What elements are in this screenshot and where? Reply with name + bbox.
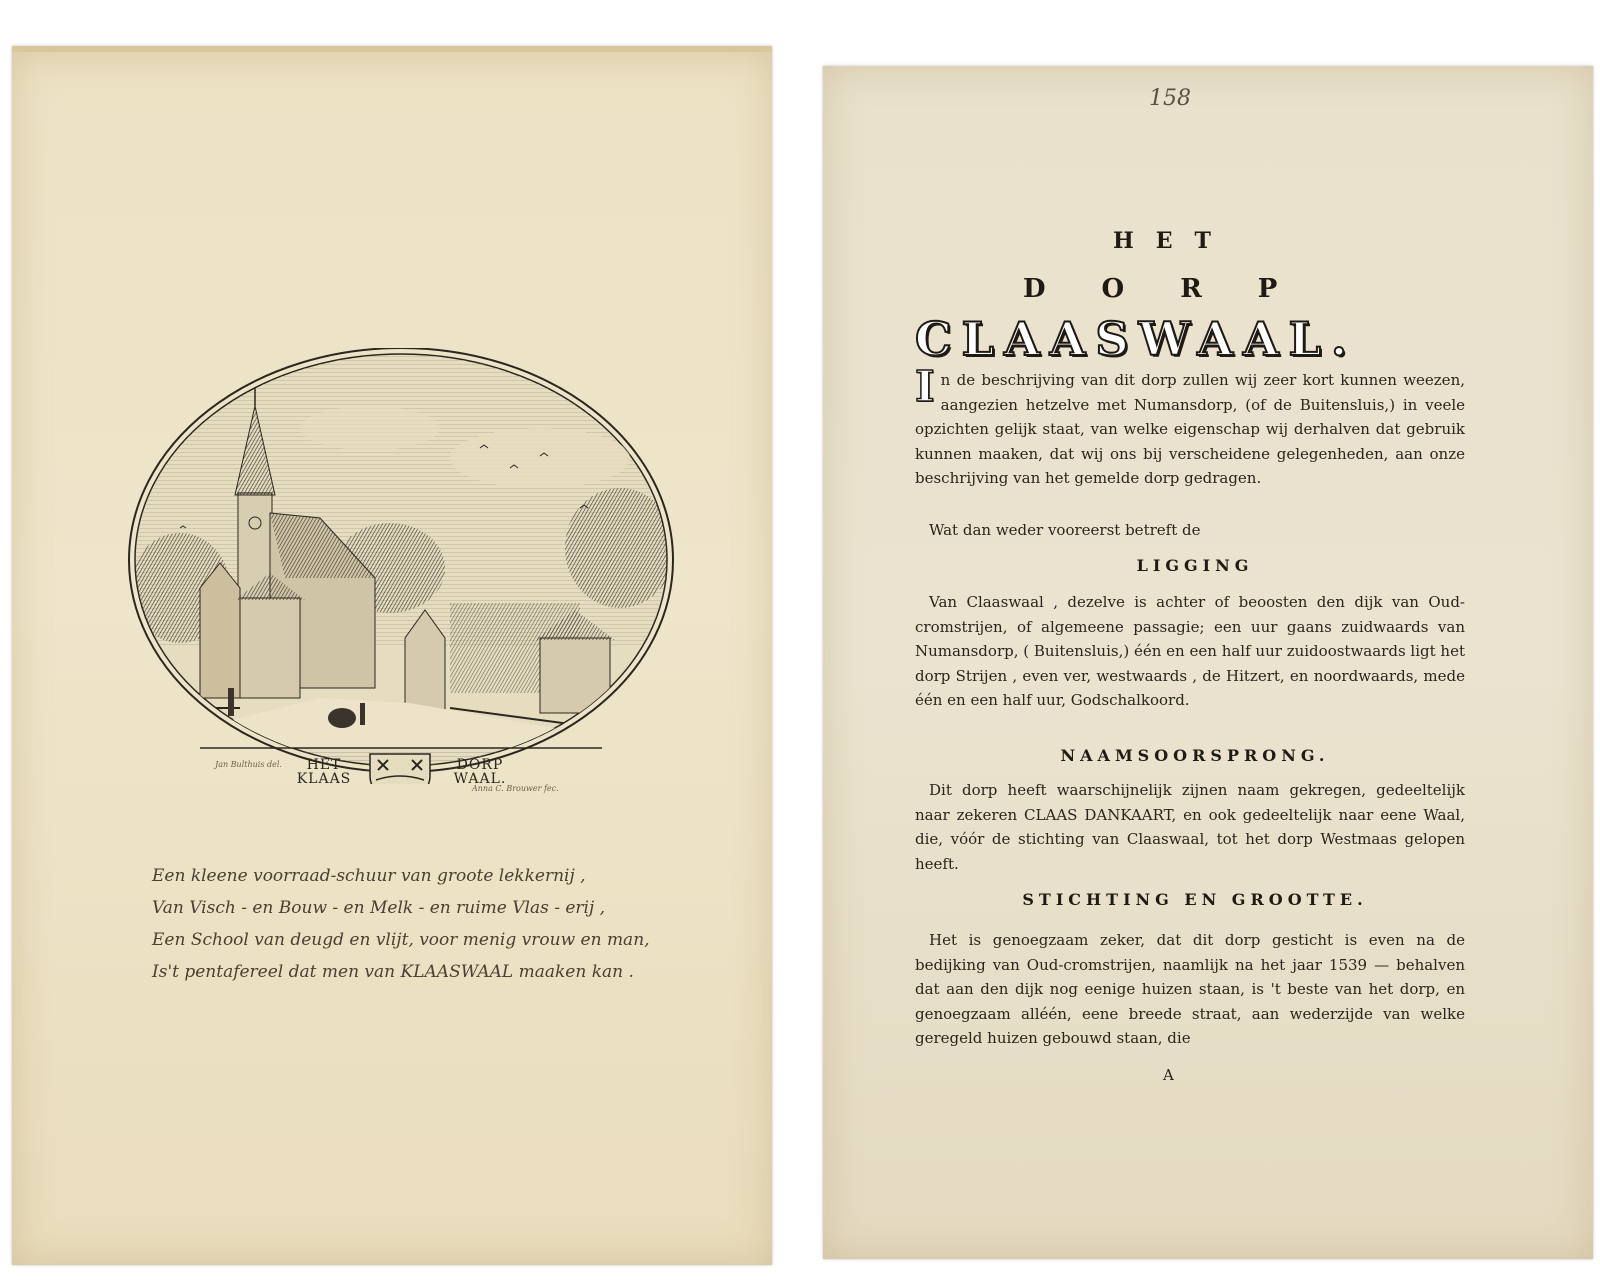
- engraver-credit-left: Jan Bulthuis del.: [215, 760, 282, 769]
- paragraph-ligging: Van Claaswaal , dezelve is achter of beoosten den dijk van Oud-cromstrijen, of algemeene passagie; een uur gaans zuidwaards van Numansdorp, ( Buitensluis,) één en een half uur zuidoostwaards ligt het dorp Strijen , even ver, westwaards , de Hitzert, en noordwaards, mede één en een half uur, Godschalkoord.: [915, 593, 1465, 709]
- title-line-2: DORP: [1023, 274, 1334, 304]
- plate-label-left: HET KLAAS: [296, 757, 352, 787]
- right-page: [823, 66, 1593, 1259]
- poem: [152, 860, 712, 988]
- intro-paragraph: [915, 362, 1465, 491]
- paragraph-stichting: Het is genoegzaam zeker, dat dit dorp gesticht is even na de bedijking van Oud-cromstrijen, naamlijk na het jaar 1539 — behalven dat aan den dijk nog eenige huizen staan, is 't beste van het dorp, en genoegzaam alléén, eene breede straat, aan wederzijde van welke geregeld huizen gebouwd staan, die: [915, 931, 1465, 1047]
- engraver-credit-right: Anna C. Brouwer fec.: [472, 784, 559, 793]
- left-page: [12, 46, 772, 1265]
- poem-line-2: Van Visch - en Bouw - en Melk - en ruime Vlas - erij ,: [152, 898, 606, 918]
- intro-text: n de beschrijving van dit dorp zullen wij zeer kort kunnen weezen, aangezien hetzelve met Numansdorp, (of de Buitensluis,) in veele opzichten gelijk staat, van welke eigenschap wij derhalven dat gebruik kunnen maaken, dat wij ons bij verscheidene gelegenheden, aan onze beschrijving van het gemelde dorp gedragen.: [915, 371, 1465, 487]
- poem-line-1: Een kleene voorraad-schuur van groote lekkernij ,: [152, 866, 586, 886]
- poem-line-4: Is't pentafereel dat men van KLAASWAAL maaken kan .: [152, 962, 634, 982]
- poem-line-3: Een School van deugd en vlijt, voor menig vrouw en man,: [152, 930, 650, 950]
- heading-ligging: LIGGING: [1136, 556, 1254, 575]
- plate-label-right: DORP WAAL.: [453, 757, 507, 787]
- paragraph-naamsoorsprong: Dit dorp heeft waarschijnelijk zijnen naam gekregen, gedeeltelijk naar zekeren CLAAS DANKAART, en ook gedeeltelijk naar eene Waal, die, vóór de stichting van Claaswaal, tot het dorp Westmaas gelopen heeft.: [915, 781, 1465, 873]
- engraving-plate: [120, 348, 682, 793]
- heading-stichting: STICHTING EN GROOTTE.: [1022, 890, 1368, 909]
- page-title: CLAASWAAL.: [915, 312, 1358, 366]
- drop-cap: I: [915, 362, 935, 411]
- page-number-handwritten: 158: [1149, 86, 1191, 111]
- signature-mark: A: [1163, 1066, 1174, 1084]
- title-line-1: HET: [1113, 228, 1233, 254]
- intro-lead: Wat dan weder vooreerst betreft de: [929, 521, 1201, 539]
- heading-naamsoorsprong: NAAMSOORSPRONG.: [1060, 746, 1330, 765]
- engraving-illustration: [120, 348, 682, 787]
